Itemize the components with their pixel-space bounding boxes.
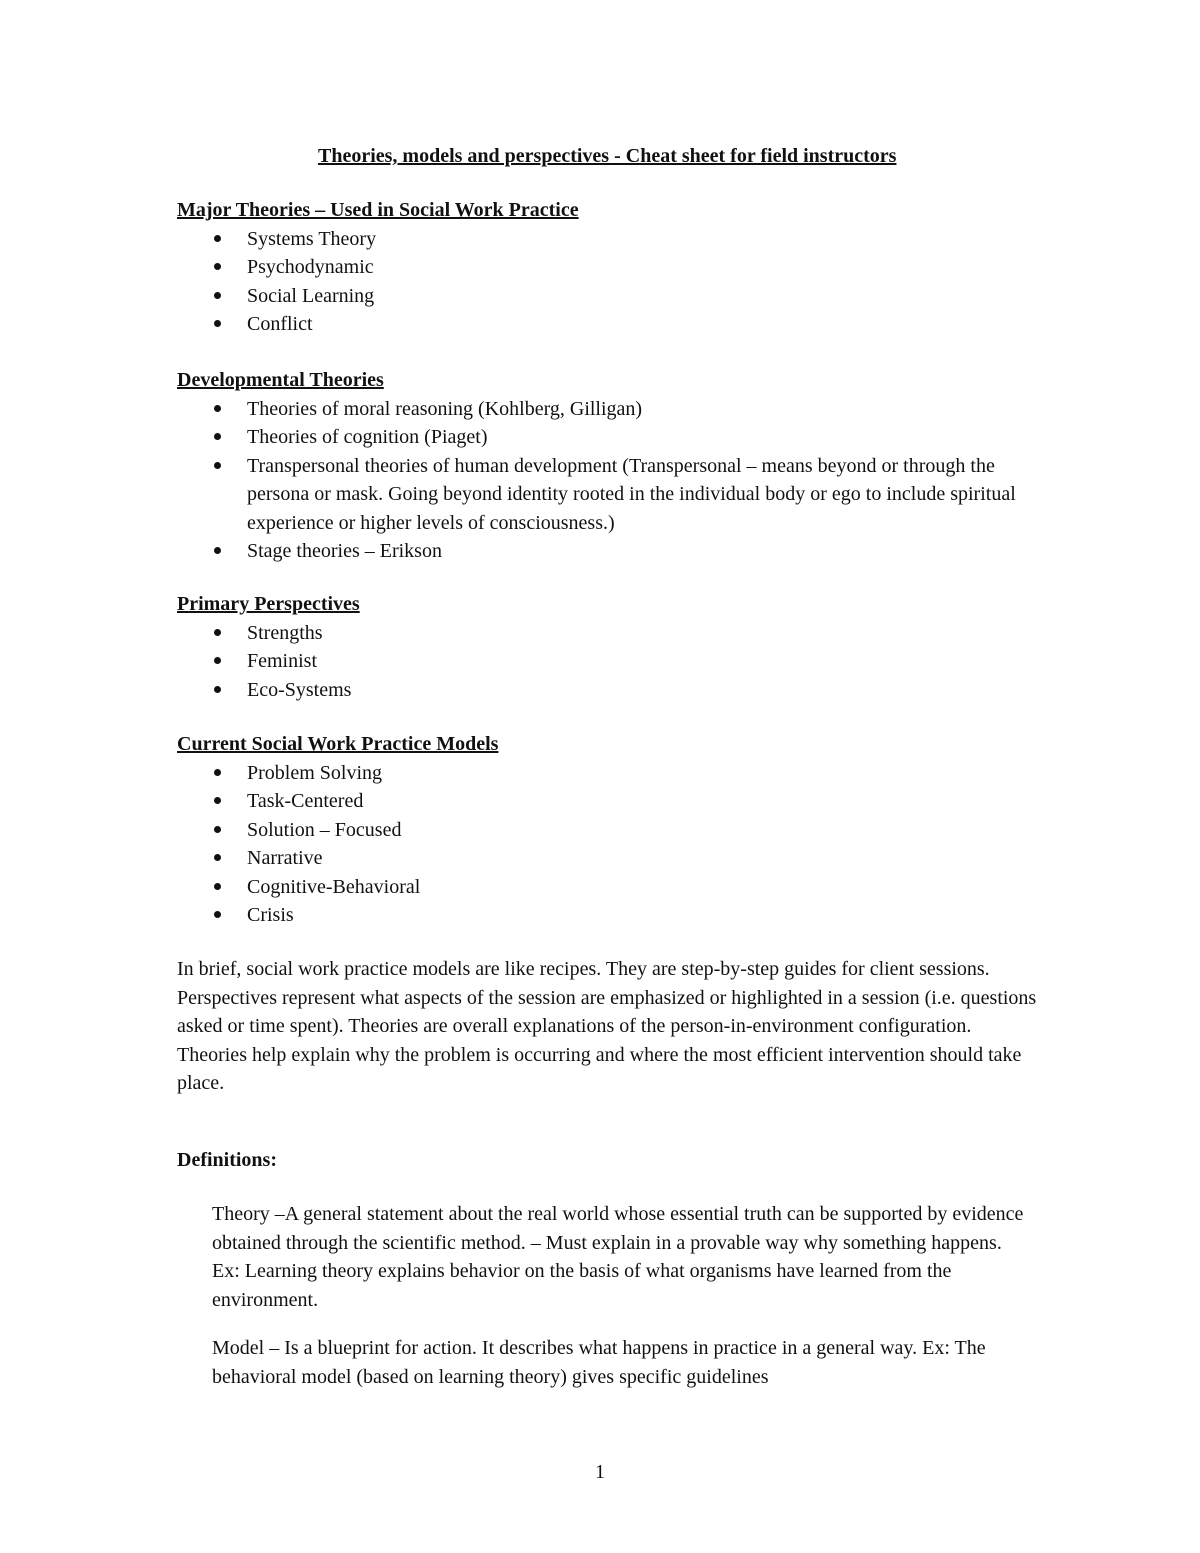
list-item: Transpersonal theories of human development (Transpersonal – means beyond or through the persona or mask. Going beyond identity rooted in the individual body or ego to include spiritual experience or higher levels of consciousness.) bbox=[177, 452, 1037, 538]
bullet-icon bbox=[214, 854, 221, 861]
bullet-list bbox=[177, 759, 1037, 930]
list-item: Theories of cognition (Piaget) bbox=[177, 423, 1037, 452]
definition-model: Model – Is a blueprint for action. It describes what happens in practice in a general way. Ex: The behavioral model (based on learning theory) gives specific guidelines bbox=[212, 1337, 986, 1388]
document-title: Theories, models and perspectives - Cheat sheet for field instructors bbox=[318, 145, 897, 167]
bullet-list bbox=[177, 225, 1037, 339]
list-item: Eco-Systems bbox=[177, 676, 1037, 705]
list-item: Stage theories – Erikson bbox=[177, 537, 1037, 566]
list-item: Crisis bbox=[177, 901, 1037, 930]
bullet-icon bbox=[214, 433, 221, 440]
list-item: Conflict bbox=[177, 310, 1037, 339]
bullet-icon bbox=[214, 547, 221, 554]
list-item: Narrative bbox=[177, 844, 1037, 873]
bullet-icon bbox=[214, 405, 221, 412]
bullet-list bbox=[177, 395, 1037, 566]
list-item: Social Learning bbox=[177, 282, 1037, 311]
bullet-list bbox=[177, 619, 1037, 705]
bullet-icon bbox=[214, 797, 221, 804]
bullet-icon bbox=[214, 292, 221, 299]
section-developmental-theories bbox=[177, 366, 1037, 566]
list-item: Systems Theory bbox=[177, 225, 1037, 254]
list-item: Task-Centered bbox=[177, 787, 1037, 816]
bullet-icon bbox=[214, 263, 221, 270]
bullet-icon bbox=[214, 462, 221, 469]
section-heading: Major Theories – Used in Social Work Practice bbox=[177, 199, 579, 221]
bullet-icon bbox=[214, 657, 221, 664]
bullet-icon bbox=[214, 235, 221, 242]
definition-theory: Theory –A general statement about the real world whose essential truth can be supported by evidence obtained through the scientific method. – Must explain in a provable way why something happens. Ex: Learning theory explains behavior on the basis of what organisms have learned from the environment. bbox=[212, 1203, 1024, 1311]
section-major-theories bbox=[177, 196, 1037, 339]
section-heading: Developmental Theories bbox=[177, 369, 384, 391]
bullet-icon bbox=[214, 883, 221, 890]
section-primary-perspectives bbox=[177, 590, 1037, 704]
list-item: Psychodynamic bbox=[177, 253, 1037, 282]
bullet-icon bbox=[214, 629, 221, 636]
bullet-icon bbox=[214, 769, 221, 776]
bullet-icon bbox=[214, 826, 221, 833]
list-item: Feminist bbox=[177, 647, 1037, 676]
list-item: Cognitive-Behavioral bbox=[177, 873, 1037, 902]
bullet-icon bbox=[214, 686, 221, 693]
summary-paragraph: In brief, social work practice models are like recipes. They are step-by-step guides for client sessions. Perspectives represent what aspects of the session are emphasized or highlighted in a session (i.e. questions asked or time spent). Theories are overall explanations of the person-in-environment configuration. Theories help explain why the problem is occurring and where the most efficient intervention should take place. bbox=[177, 958, 1037, 1094]
page-number: 1 bbox=[595, 1461, 605, 1483]
definitions-heading: Definitions: bbox=[177, 1149, 277, 1171]
section-practice-models bbox=[177, 730, 1037, 930]
section-heading: Primary Perspectives bbox=[177, 593, 360, 615]
list-item: Problem Solving bbox=[177, 759, 1037, 788]
bullet-icon bbox=[214, 911, 221, 918]
bullet-icon bbox=[214, 320, 221, 327]
section-heading: Current Social Work Practice Models bbox=[177, 733, 499, 755]
list-item: Solution – Focused bbox=[177, 816, 1037, 845]
list-item: Strengths bbox=[177, 619, 1037, 648]
list-item: Theories of moral reasoning (Kohlberg, Gilligan) bbox=[177, 395, 1037, 424]
